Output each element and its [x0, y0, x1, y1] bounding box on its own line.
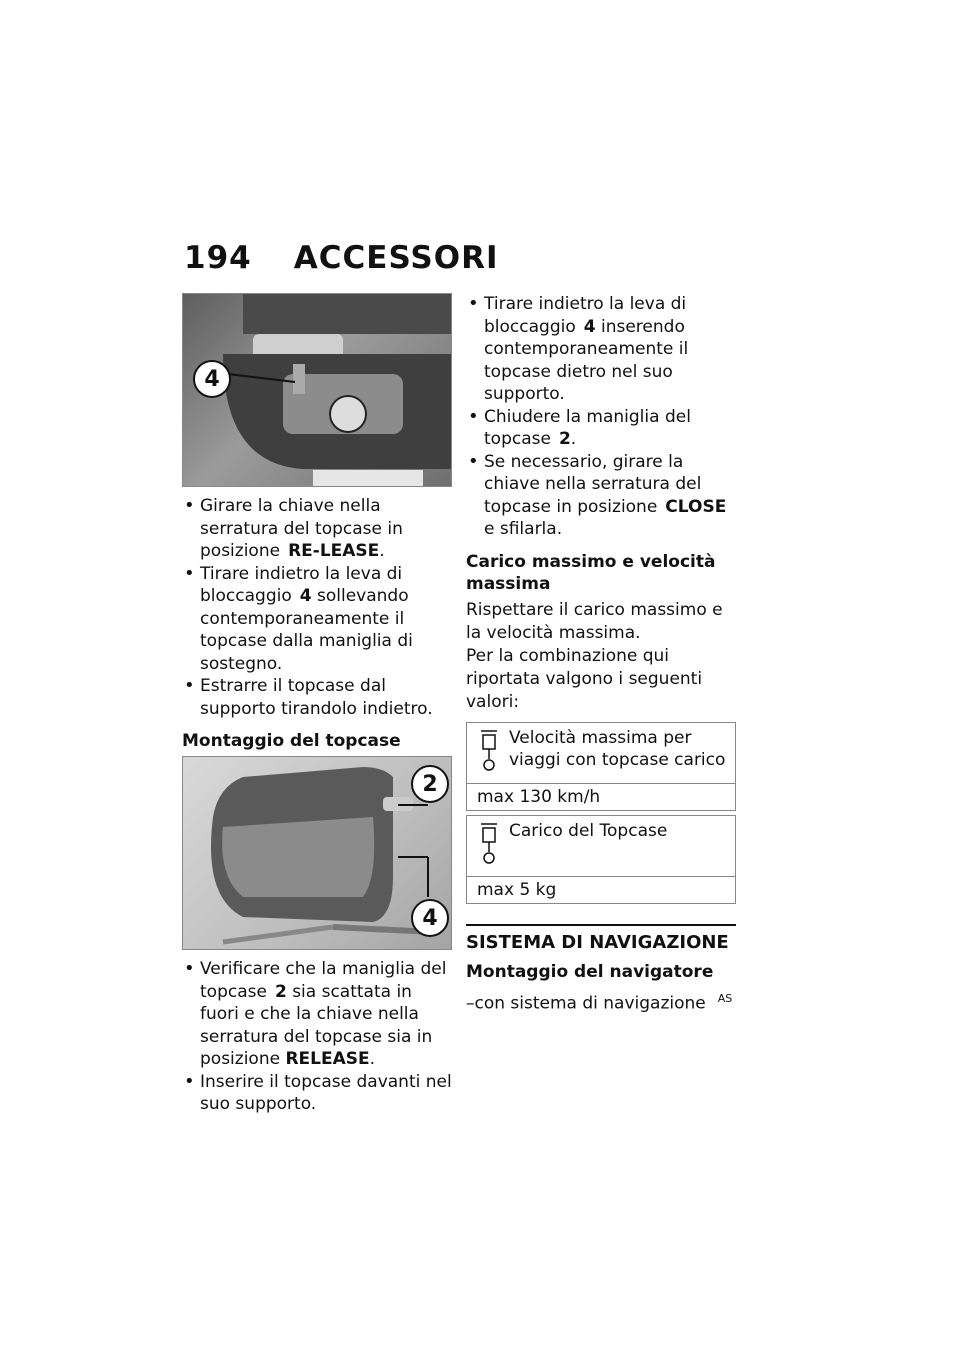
spec-label: Carico del Topcase: [509, 820, 668, 841]
list-item: • Girare la chiave nella serratura del topcase in posizione RE-LEASE.: [182, 495, 452, 563]
callout-2: 2: [411, 765, 449, 803]
spec-topcase-load: [466, 815, 736, 904]
page-number: 194: [184, 240, 252, 276]
heading-mount-navigator: Montaggio del navigatore: [466, 961, 714, 982]
spec-value: max 5 kg: [467, 876, 735, 903]
list-item: • Verificare che la maniglia del topcase 2 sia scattata in fuori e che la chiave nella serratura del topcase sia in posizione RELEASE.: [182, 958, 452, 1071]
paragraph: Rispettare il carico massimo e la velocità massima.: [466, 599, 723, 643]
heading-mount-topcase: Montaggio del topcase: [182, 731, 401, 751]
list-item: • Inserire il topcase davanti nel suo supporto.: [182, 1071, 452, 1116]
mount-steps: [182, 958, 452, 1116]
removal-steps: [182, 495, 452, 720]
spec-max-speed: [466, 722, 736, 811]
gauge-icon: [477, 727, 503, 779]
optional-equipment-code: AS: [717, 991, 733, 1005]
paragraph: Per la combinazione qui riportata valgono i seguenti valori:: [466, 645, 703, 712]
spec-label: Velocità massima per viaggi con topcase carico: [509, 727, 726, 770]
nav-note: –con sistema di navigazione $^{AS}$: [466, 991, 733, 1014]
list-item: • Se necessario, girare la chiave nella serratura del topcase in posizione CLOSE e sfilarla.: [466, 451, 736, 541]
topcase-lock-photo: [182, 293, 452, 487]
gauge-icon: [477, 820, 503, 872]
section-title-navigation: SISTEMA DI NAVIGAZIONE: [466, 924, 736, 953]
page-header: [184, 240, 498, 276]
callout-4: 4: [411, 899, 449, 937]
heading-load-speed: Carico massimo e velocità massima: [466, 551, 716, 594]
list-item: • Tirare indietro la leva di bloccaggio 4 sollevando contemporaneamente il topcase dalla maniglia di sostegno.: [182, 563, 452, 676]
left-column: [182, 293, 452, 1116]
list-item: • Estrarre il topcase dal supporto tirandolo indietro.: [182, 675, 452, 720]
list-item: • Chiudere la maniglia del topcase 2.: [466, 406, 736, 451]
callout-4: 4: [193, 360, 231, 398]
right-column: [466, 293, 736, 1015]
page-title: ACCESSORI: [293, 240, 499, 276]
spec-value: max 130 km/h: [467, 783, 735, 810]
list-item: • Tirare indietro la leva di bloccaggio 4 inserendo contemporaneamente il topcase dietro nel suo supporto.: [466, 293, 736, 406]
mount-steps-continued: [466, 293, 736, 541]
topcase-mount-photo: [182, 756, 452, 950]
